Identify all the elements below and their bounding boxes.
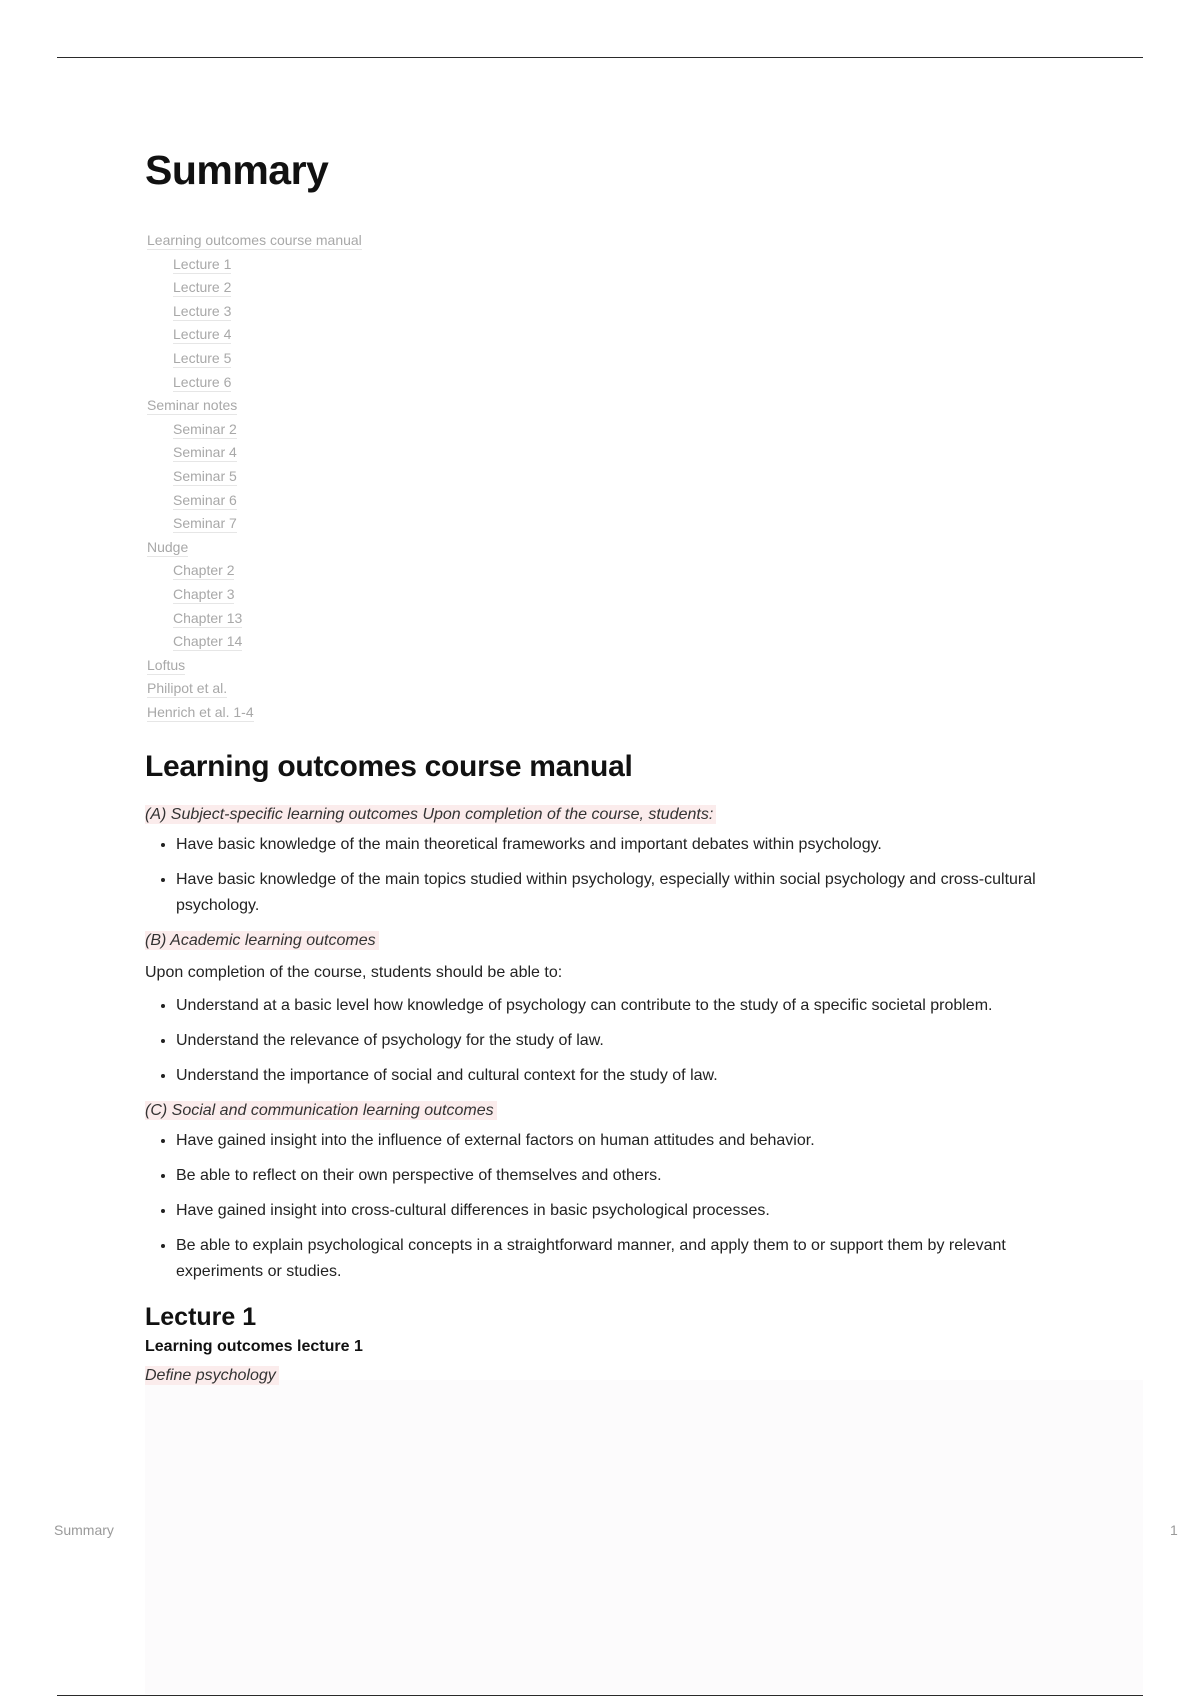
section-body (145, 802, 1075, 1393)
toc-item[interactable]: Seminar 2 (173, 420, 237, 437)
list-item: • Have basic knowledge of the main topics studied within psychology, especially within social psychology and cross-cultural psychology. (176, 867, 1075, 919)
list-item: • Understand the relevance of psychology for the study of law. (176, 1028, 1075, 1054)
list-item: • Have gained insight into the influence of external factors on human attitudes and behavior. (176, 1128, 1075, 1154)
top-rule (57, 57, 1143, 58)
toc-item[interactable]: Lecture 1 (173, 255, 232, 272)
lecture-1-item: Define psychology (145, 1366, 279, 1385)
document-content (145, 140, 1075, 1384)
outcomes-b-intro: Upon completion of the course, students should be able to: (145, 964, 563, 981)
toc-item[interactable]: Lecture 5 (173, 349, 232, 366)
toc-item[interactable]: Seminar 4 (173, 444, 237, 461)
toc-item[interactable]: Chapter 2 (173, 562, 235, 579)
outcomes-c-label: (C) Social and communication learning outcomes (145, 1101, 497, 1120)
list-item: • Be able to reflect on their own perspective of themselves and others. (176, 1163, 1075, 1189)
toc-item[interactable]: Philipot et al. (147, 680, 228, 697)
toc-item[interactable]: Lecture 3 (173, 302, 232, 319)
toc-item[interactable]: Seminar 5 (173, 467, 237, 484)
outcomes-b-label: (B) Academic learning outcomes (145, 931, 379, 950)
toc-item[interactable]: Chapter 13 (173, 609, 243, 626)
lecture-1-subheading: Learning outcomes lecture 1 (145, 1338, 363, 1355)
toc-item[interactable]: Nudge (147, 538, 189, 555)
outcomes-a-label: (A) Subject-specific learning outcomes Upon completion of the course, students: (145, 805, 716, 824)
outcomes-b-list (145, 993, 1075, 1089)
lecture-1-heading: Lecture 1 (145, 1303, 257, 1331)
toc-item[interactable]: Henrich et al. 1-4 (147, 703, 254, 720)
toc-item[interactable]: Chapter 3 (173, 585, 235, 602)
page-background-tint (145, 1380, 1143, 1694)
table-of-contents (147, 231, 362, 726)
list-item: • Understand at a basic level how knowledge of psychology can contribute to the study of a specific societal problem. (176, 993, 1075, 1019)
list-item: • Be able to explain psychological concepts in a straightforward manner, and apply them to or support them by relevant experiments or studies. (176, 1233, 1075, 1285)
bottom-rule (57, 1695, 1143, 1696)
toc-item[interactable]: Lecture 6 (173, 373, 232, 390)
toc-item[interactable]: Lecture 2 (173, 279, 232, 296)
section-heading: Learning outcomes course manual (145, 750, 633, 783)
toc-item[interactable]: Seminar 7 (173, 515, 237, 532)
toc-item[interactable]: Seminar 6 (173, 491, 237, 508)
toc-item[interactable]: Learning outcomes course manual (147, 232, 362, 248)
page-number: 1 (1170, 1522, 1178, 1538)
outcomes-c-list (145, 1128, 1075, 1285)
toc-item[interactable]: Chapter 14 (173, 633, 243, 650)
toc-item[interactable]: Seminar notes (147, 397, 238, 414)
footer-title: Summary (54, 1522, 114, 1538)
list-item: • Understand the importance of social and cultural context for the study of law. (176, 1063, 1075, 1089)
outcomes-a-list (145, 832, 1075, 919)
page-title: Summary (145, 147, 329, 193)
list-item: • Have basic knowledge of the main theoretical frameworks and important debates within psychology. (176, 832, 1075, 858)
list-item: • Have gained insight into cross-cultural differences in basic psychological processes. (176, 1198, 1075, 1224)
toc-item[interactable]: Loftus (147, 656, 186, 673)
toc-item[interactable]: Lecture 4 (173, 326, 232, 343)
